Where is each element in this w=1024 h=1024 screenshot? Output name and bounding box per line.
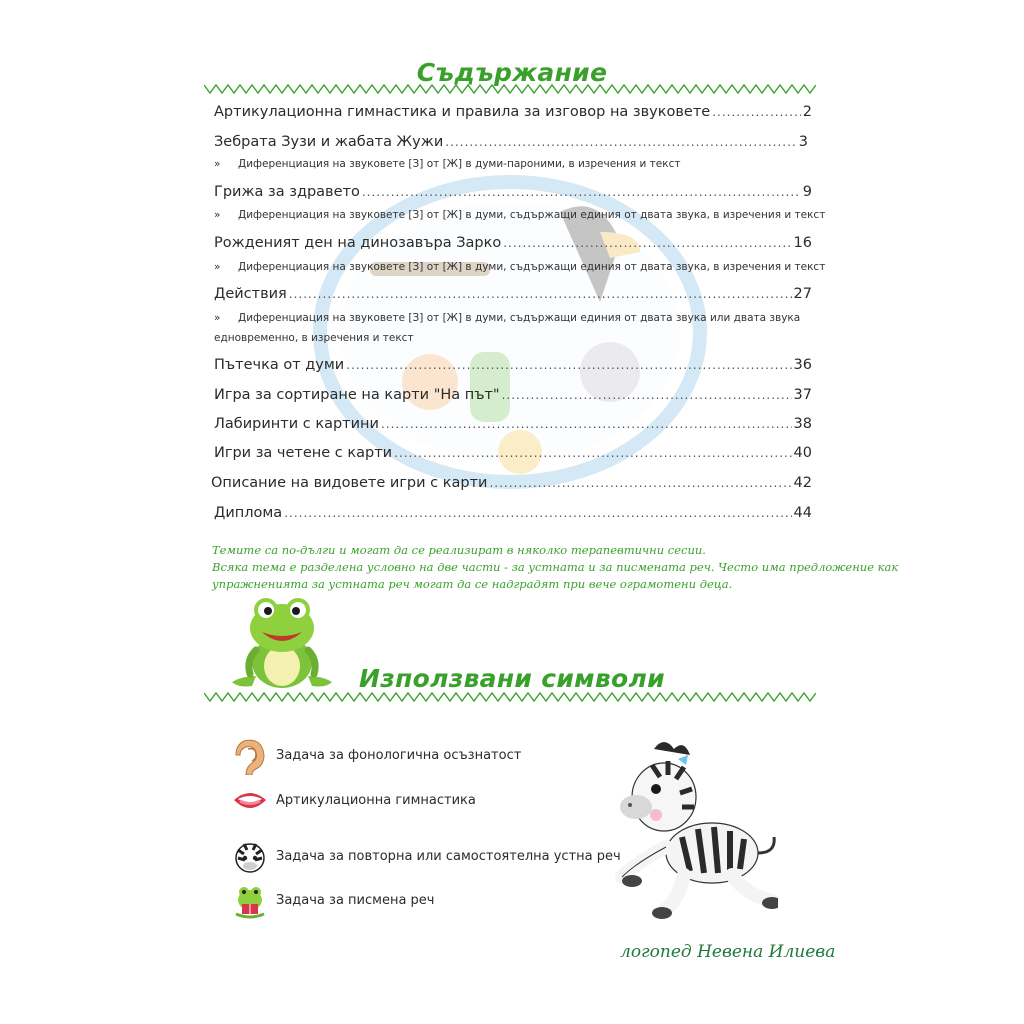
toc-subentry (214, 261, 825, 273)
toc-entry-label: Диплома (214, 505, 283, 521)
mouth-icon (230, 780, 270, 820)
toc-entry-label: Действия (214, 286, 287, 302)
zebra-illustration (612, 735, 778, 921)
toc-entry-page: 37 (793, 387, 812, 403)
toc-subentry-text: Диференциация на звуковете [З] от [Ж] в думи, съдържащи единия от двата звука, в изречения и текст (238, 261, 826, 273)
author-signature: логопед Невена Илиева (620, 942, 836, 962)
toc-subentry-text: Диференциация на звуковете [З] от [Ж] в думи-пароними, в изречения и текст (238, 158, 681, 170)
toc-dot-leader (394, 446, 791, 460)
toc-entry-page: 3 (798, 134, 808, 150)
symbol-label: Артикулационна гимнастика (276, 792, 476, 808)
toc-entry-page: 2 (802, 104, 812, 120)
toc-entry-label: Пътечка от думи (214, 357, 345, 373)
toc-entry-page: 16 (793, 235, 812, 251)
toc-dot-leader (346, 358, 791, 372)
toc-entry (214, 235, 812, 251)
toc-subentry-marker: » (214, 209, 221, 221)
toc-entry-label: Лабиринти с картини (214, 416, 379, 432)
toc-entry-label: Описание на видовете игри с карти (211, 475, 488, 491)
toc-entry-page: 38 (793, 416, 812, 432)
toc-entry (214, 357, 812, 373)
toc-subentry (214, 209, 825, 221)
toc-subentry-text: Диференциация на звуковете [З] от [Ж] в думи, съдържащи единия от двата звука или двата звука (238, 312, 801, 324)
notes-paragraph (212, 542, 899, 593)
toc-subentry-continued: едновременно, в изречения и текст (214, 332, 414, 344)
toc-dot-leader (445, 135, 797, 149)
toc-entry-label: Игра за сортиране на карти "На път" (214, 387, 500, 403)
toc-entry-page: 44 (793, 505, 812, 521)
toc-entry-label: Артикулационна гимнастика и правила за изговор на звуковете (214, 104, 711, 120)
toc-subentry-text: Диференциация на звуковете [З] от [Ж] в думи, съдържащи единия от двата звука, в изречения и текст (238, 209, 826, 221)
toc-entry (211, 475, 812, 491)
symbol-label: Задача за фонологична осъзнатост (276, 747, 522, 763)
toc-entry (214, 416, 812, 432)
toc-entry-page: 27 (793, 286, 812, 302)
toc-entry (214, 134, 808, 150)
toc-entry-label: Рожденият ден на динозавъра Зарко (214, 235, 502, 251)
toc-title: Съдържание (416, 58, 608, 87)
toc-entry (214, 184, 812, 200)
toc-subentry-marker: » (214, 261, 221, 273)
toc-dot-leader (712, 105, 801, 119)
symbol-label: Задача за писмена реч (276, 892, 435, 908)
toc-entry-page: 9 (802, 184, 812, 200)
notes-line: упражненията за устната реч могат да се надградят при вече ограмотени деца. (212, 577, 733, 591)
symbols-title: Използвани символи (359, 664, 665, 693)
toc-entry-label: Игри за четене с карти (214, 445, 393, 461)
ear-icon (230, 735, 270, 775)
notes-line: Темите са по-дълги и могат да се реализират в няколко терапевтични сесии. (212, 543, 706, 557)
toc-dot-leader (381, 417, 792, 431)
toc-entry (214, 104, 812, 120)
toc-entry (214, 286, 812, 302)
toc-entry (214, 505, 812, 521)
notes-line: Всяка тема е разделена условно на две части - за устната и за писмената реч. Често има предложение как (212, 560, 899, 574)
toc-entry-page: 40 (793, 445, 812, 461)
toc-dot-leader (362, 185, 801, 199)
symbol-label: Задача за повторна или самостоятелна устна реч (276, 848, 621, 864)
toc-entry (214, 445, 812, 461)
toc-subentry-marker: » (214, 158, 221, 170)
toc-entry-page: 36 (793, 357, 812, 373)
toc-entry-label: Грижа за здравето (214, 184, 360, 200)
zebra-face-icon (230, 836, 270, 876)
toc-subentry (214, 158, 680, 170)
symbol-row (230, 780, 476, 820)
symbol-row (230, 880, 434, 920)
toc-subentry (214, 312, 800, 324)
toc-dot-leader (489, 476, 791, 490)
frog-reading-icon (230, 880, 270, 920)
symbol-row (230, 836, 621, 876)
toc-entry-label: Зебрата Зузи и жабата Жужи (214, 134, 444, 150)
symbol-row (230, 735, 521, 775)
toc-dot-leader (289, 287, 792, 301)
toc-subentry-marker: » (214, 312, 221, 324)
toc-entry (214, 387, 812, 403)
toc-dot-leader (284, 506, 791, 520)
toc-dot-leader (502, 388, 792, 402)
toc-dot-leader (503, 236, 791, 250)
toc-entry-page: 42 (793, 475, 812, 491)
